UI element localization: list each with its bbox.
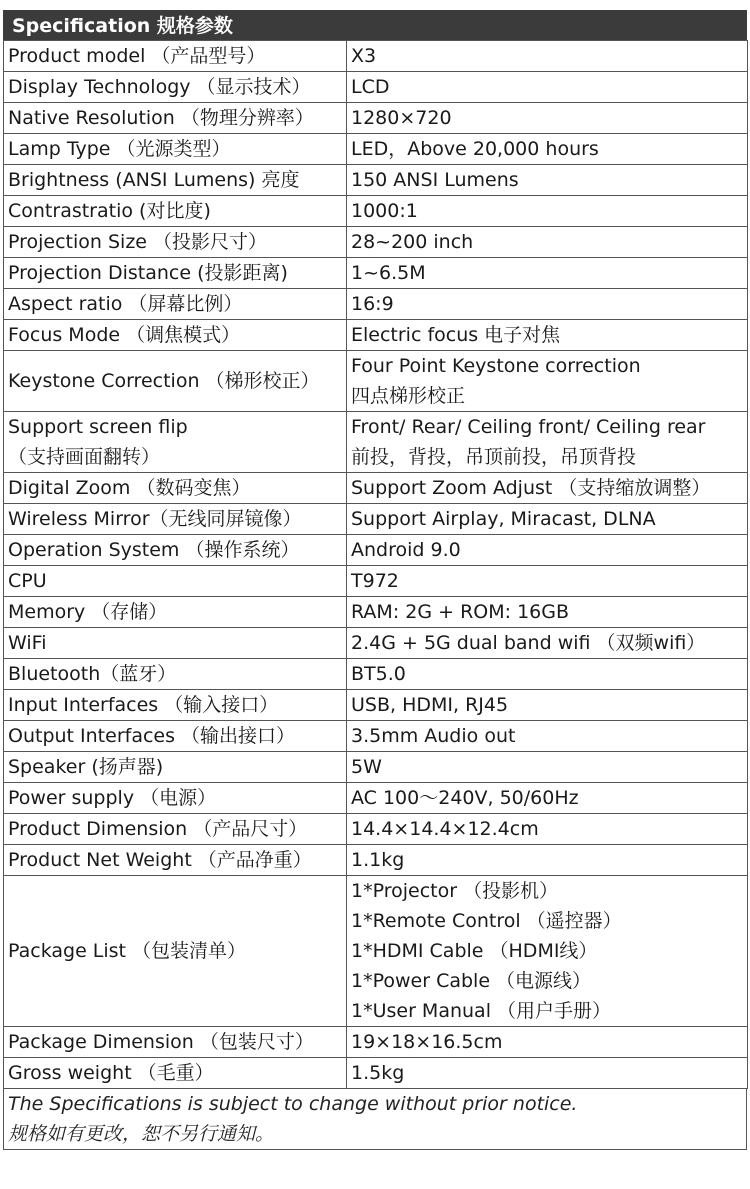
spec-value-line: 28~200 inch xyxy=(351,231,474,253)
spec-row xyxy=(4,351,748,412)
spec-label: Speaker (扬声器) xyxy=(8,756,164,778)
spec-row xyxy=(4,535,748,566)
spec-value-cell xyxy=(347,72,748,103)
spec-row xyxy=(4,258,748,289)
footer-note-en: The Specifications is subject to change without prior notice. xyxy=(8,1093,578,1115)
spec-label: Aspect ratio （屏幕比例） xyxy=(8,293,243,315)
spec-label: CPU xyxy=(8,570,47,592)
spec-value-line: LED，Above 20,000 hours xyxy=(351,138,599,160)
spec-value-cell xyxy=(347,814,748,845)
spec-label-cell xyxy=(4,597,347,628)
spec-row xyxy=(4,289,748,320)
spec-value-cell xyxy=(347,659,748,690)
spec-value-line: T972 xyxy=(351,570,399,592)
spec-value-cell xyxy=(347,783,748,814)
spec-label-cell xyxy=(4,165,347,196)
spec-label-cell xyxy=(4,752,347,783)
spec-label-cell xyxy=(4,566,347,597)
spec-value-line: 2.4G + 5G dual band wifi （双频wifi） xyxy=(351,632,706,654)
spec-value-cell xyxy=(347,752,748,783)
spec-label-cell xyxy=(4,1027,347,1058)
spec-label: Digital Zoom （数码变焦） xyxy=(8,477,251,499)
spec-row xyxy=(4,41,748,72)
spec-value-line: Android 9.0 xyxy=(351,539,461,561)
spec-value-line: 1*HDMI Cable （HDMI线） xyxy=(351,940,598,962)
spec-label: Display Technology （显示技术） xyxy=(8,76,311,98)
spec-value-line: 1.1kg xyxy=(351,849,405,871)
spec-row xyxy=(4,103,748,134)
spec-value-cell xyxy=(347,412,748,473)
spec-value-line: Front/ Rear/ Ceiling front/ Ceiling rear xyxy=(351,416,706,438)
spec-label-line: Support screen flip xyxy=(8,416,188,438)
spec-value-cell xyxy=(347,597,748,628)
spec-label: Projection Size （投影尺寸） xyxy=(8,231,268,253)
spec-label-cell xyxy=(4,721,347,752)
spec-label: Power supply （电源） xyxy=(8,787,217,809)
spec-label-cell xyxy=(4,876,347,1027)
spec-label-cell xyxy=(4,814,347,845)
spec-value-line: RAM: 2G + ROM: 16GB xyxy=(351,601,569,623)
spec-value-line: 19×18×16.5cm xyxy=(351,1031,503,1053)
spec-label-cell xyxy=(4,196,347,227)
spec-label: Wireless Mirror（无线同屏镜像） xyxy=(8,508,302,530)
spec-label: Keystone Correction （梯形校正） xyxy=(8,370,320,392)
spec-value-cell xyxy=(347,473,748,504)
spec-label-cell xyxy=(4,258,347,289)
footer-note-cn: 规格如有更改，恕不另行通知。 xyxy=(8,1123,275,1145)
spec-row xyxy=(4,783,748,814)
spec-value-line: USB, HDMI, RJ45 xyxy=(351,694,509,716)
spec-row xyxy=(4,628,748,659)
spec-label: Input Interfaces （输入接口） xyxy=(8,694,279,716)
spec-value-cell xyxy=(347,41,748,72)
spec-label: Operation System （操作系统） xyxy=(8,539,300,561)
spec-value-line: BT5.0 xyxy=(351,663,406,685)
spec-value-line: 1~6.5M xyxy=(351,262,426,284)
spec-row xyxy=(4,473,748,504)
spec-label-cell xyxy=(4,134,347,165)
spec-label: WiFi xyxy=(8,632,47,654)
spec-value-line: Electric focus 电子对焦 xyxy=(351,324,561,346)
spec-value-line: 1*Remote Control （遥控器） xyxy=(351,910,622,932)
spec-value-cell xyxy=(347,876,748,1027)
spec-row xyxy=(4,320,748,351)
spec-row xyxy=(4,412,748,473)
spec-value-cell xyxy=(347,1058,748,1089)
spec-value-line: 3.5mm Audio out xyxy=(351,725,516,747)
spec-row xyxy=(4,134,748,165)
spec-value-line: 1*User Manual （用户手册） xyxy=(351,1000,612,1022)
spec-value-cell xyxy=(347,258,748,289)
spec-label-cell xyxy=(4,412,347,473)
spec-value-cell xyxy=(347,566,748,597)
spec-value-line: 1*Projector （投影机） xyxy=(351,880,559,902)
spec-row xyxy=(4,165,748,196)
spec-label-cell xyxy=(4,690,347,721)
spec-value-line: Four Point Keystone correction xyxy=(351,355,641,377)
spec-value-line: Support Zoom Adjust （支持缩放调整） xyxy=(351,477,711,499)
spec-table xyxy=(3,40,748,1089)
spec-label: Product Dimension （产品尺寸） xyxy=(8,818,308,840)
spec-label: Contrastratio (对比度) xyxy=(8,200,211,222)
spec-value-cell xyxy=(347,134,748,165)
spec-label: Lamp Type （光源类型） xyxy=(8,138,231,160)
spec-label-cell xyxy=(4,628,347,659)
spec-label-cell xyxy=(4,41,347,72)
spec-value-line: 1*Power Cable （电源线） xyxy=(351,970,592,992)
spec-value-cell xyxy=(347,628,748,659)
spec-value-line: 150 ANSI Lumens xyxy=(351,169,519,191)
spec-label-cell xyxy=(4,103,347,134)
spec-row xyxy=(4,566,748,597)
spec-value-cell xyxy=(347,227,748,258)
spec-row xyxy=(4,1058,748,1089)
spec-label: Projection Distance (投影距离) xyxy=(8,262,288,284)
spec-row xyxy=(4,876,748,1027)
spec-row xyxy=(4,72,748,103)
spec-value-line: 1280×720 xyxy=(351,107,452,129)
spec-label: Product model （产品型号） xyxy=(8,45,266,67)
spec-value-cell xyxy=(347,196,748,227)
spec-label-cell xyxy=(4,320,347,351)
spec-table-body xyxy=(4,41,748,1089)
spec-value-cell xyxy=(347,320,748,351)
spec-value-cell xyxy=(347,165,748,196)
spec-row xyxy=(4,690,748,721)
spec-row xyxy=(4,721,748,752)
spec-label: Native Resolution （物理分辨率） xyxy=(8,107,314,129)
spec-value-line: 5W xyxy=(351,756,382,778)
spec-value-line: 1000:1 xyxy=(351,200,418,222)
spec-header: Specification 规格参数 xyxy=(3,10,747,40)
spec-label: Package Dimension （包装尺寸） xyxy=(8,1031,314,1053)
spec-label-line: （支持画面翻转） xyxy=(8,446,161,468)
spec-footer-note xyxy=(3,1089,747,1150)
spec-label-cell xyxy=(4,351,347,412)
spec-label: Memory （存储） xyxy=(8,601,168,623)
spec-row xyxy=(4,597,748,628)
spec-value-cell xyxy=(347,103,748,134)
spec-value-cell xyxy=(347,690,748,721)
spec-label-cell xyxy=(4,227,347,258)
spec-label-cell xyxy=(4,289,347,320)
spec-label-cell xyxy=(4,845,347,876)
spec-row xyxy=(4,227,748,258)
spec-value-cell xyxy=(347,351,748,412)
spec-value-line: 16:9 xyxy=(351,293,394,315)
spec-row xyxy=(4,659,748,690)
spec-value-line: AC 100～240V, 50/60Hz xyxy=(351,787,579,809)
spec-value-line: 1.5kg xyxy=(351,1062,405,1084)
spec-value-cell xyxy=(347,845,748,876)
spec-label: Focus Mode （调焦模式） xyxy=(8,324,241,346)
spec-label-cell xyxy=(4,504,347,535)
spec-label: Package List （包装清单） xyxy=(8,940,247,962)
spec-label-cell xyxy=(4,72,347,103)
spec-value-line: Support Airplay, Miracast, DLNA xyxy=(351,508,656,530)
spec-label: Output Interfaces （输出接口） xyxy=(8,725,296,747)
spec-value-cell xyxy=(347,535,748,566)
spec-sheet xyxy=(3,10,747,1150)
spec-label: Gross weight （毛重） xyxy=(8,1062,214,1084)
spec-value-line: 前投，背投，吊顶前投，吊顶背投 xyxy=(351,446,637,468)
spec-value-line: LCD xyxy=(351,76,390,98)
spec-row xyxy=(4,814,748,845)
spec-value-line: X3 xyxy=(351,45,377,67)
spec-label-cell xyxy=(4,473,347,504)
spec-value-cell xyxy=(347,1027,748,1058)
spec-label-cell xyxy=(4,659,347,690)
spec-value-line: 四点梯形校正 xyxy=(351,385,466,407)
spec-label: Bluetooth（蓝牙） xyxy=(8,663,177,685)
spec-row xyxy=(4,1027,748,1058)
spec-label: Brightness (ANSI Lumens) 亮度 xyxy=(8,169,300,191)
spec-value-cell xyxy=(347,504,748,535)
spec-label: Product Net Weight （产品净重） xyxy=(8,849,312,871)
spec-value-cell xyxy=(347,289,748,320)
spec-label-cell xyxy=(4,783,347,814)
spec-row xyxy=(4,845,748,876)
spec-value-cell xyxy=(347,721,748,752)
spec-row xyxy=(4,196,748,227)
spec-label-cell xyxy=(4,535,347,566)
spec-value-line: 14.4×14.4×12.4cm xyxy=(351,818,539,840)
spec-row xyxy=(4,752,748,783)
spec-row xyxy=(4,504,748,535)
spec-label-cell xyxy=(4,1058,347,1089)
